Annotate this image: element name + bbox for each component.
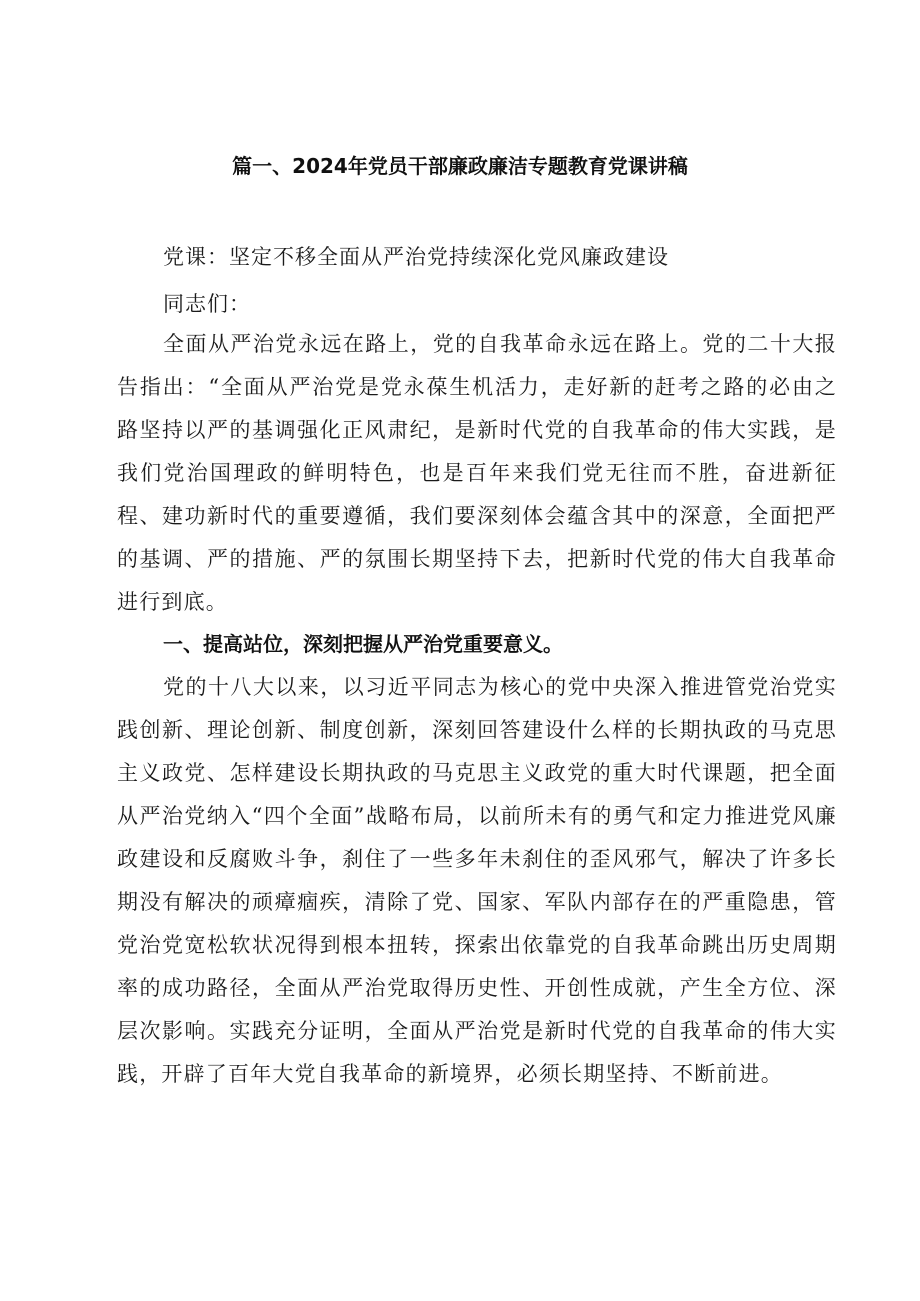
salutation: 同志们：	[163, 292, 251, 316]
lecture-subtitle: 党课：坚定不移全面从严治党持续深化党风廉政建设	[163, 245, 669, 269]
section-heading-1: 一、提高站位，深刻把握从严治党重要意义。	[163, 632, 563, 656]
paragraph-intro: 全面从严治党永远在路上，党的自我革命永远在路上。党的二十大报告指出：“全面从严治党是党永葆生机活力，走好新的赶考之路的必由之路坚持以严的基调强化正风肃纪，是新时代党的自我革命的伟大实践，是我们党治国理政的鲜明特色，也是百年来我们党无往而不胜，奋进新征程、建功新时代的重要遵循，我们要深刻体会蕴含其中的深意，全面把严的基调、严的措施、严的氛围长期坚持下去，把新时代党的伟大自我革命进行到底。	[117, 332, 837, 614]
document-title: 篇一、2024年党员干部廉政廉洁专题教育党课讲稿	[232, 154, 688, 178]
paragraph-section-1: 党的十八大以来，以习近平同志为核心的党中央深入推进管党治党实践创新、理论创新、制度创新，深刻回答建设什么样的长期执政的马克思主义政党、怎样建设长期执政的马克思主义政党的重大时代课题，把全面从严治党纳入“四个全面”战略布局，以前所未有的勇气和定力推进党风廉政建设和反腐败斗争，刹住了一些多年未刹住的歪风邪气，解决了许多长期没有解决的顽瘴痼疾，清除了党、国家、军队内部存在的严重隐患，管党治党宽松软状况得到根本扭转，探索出依靠党的自我革命跳出历史周期率的成功路径，全面从严治党取得历史性、开创性成就，产生全方位、深层次影响。实践充分证明，全面从严治党是新时代党的自我革命的伟大实践，开辟了百年大党自我革命的新境界，必须长期坚持、不断前进。	[117, 675, 837, 1086]
